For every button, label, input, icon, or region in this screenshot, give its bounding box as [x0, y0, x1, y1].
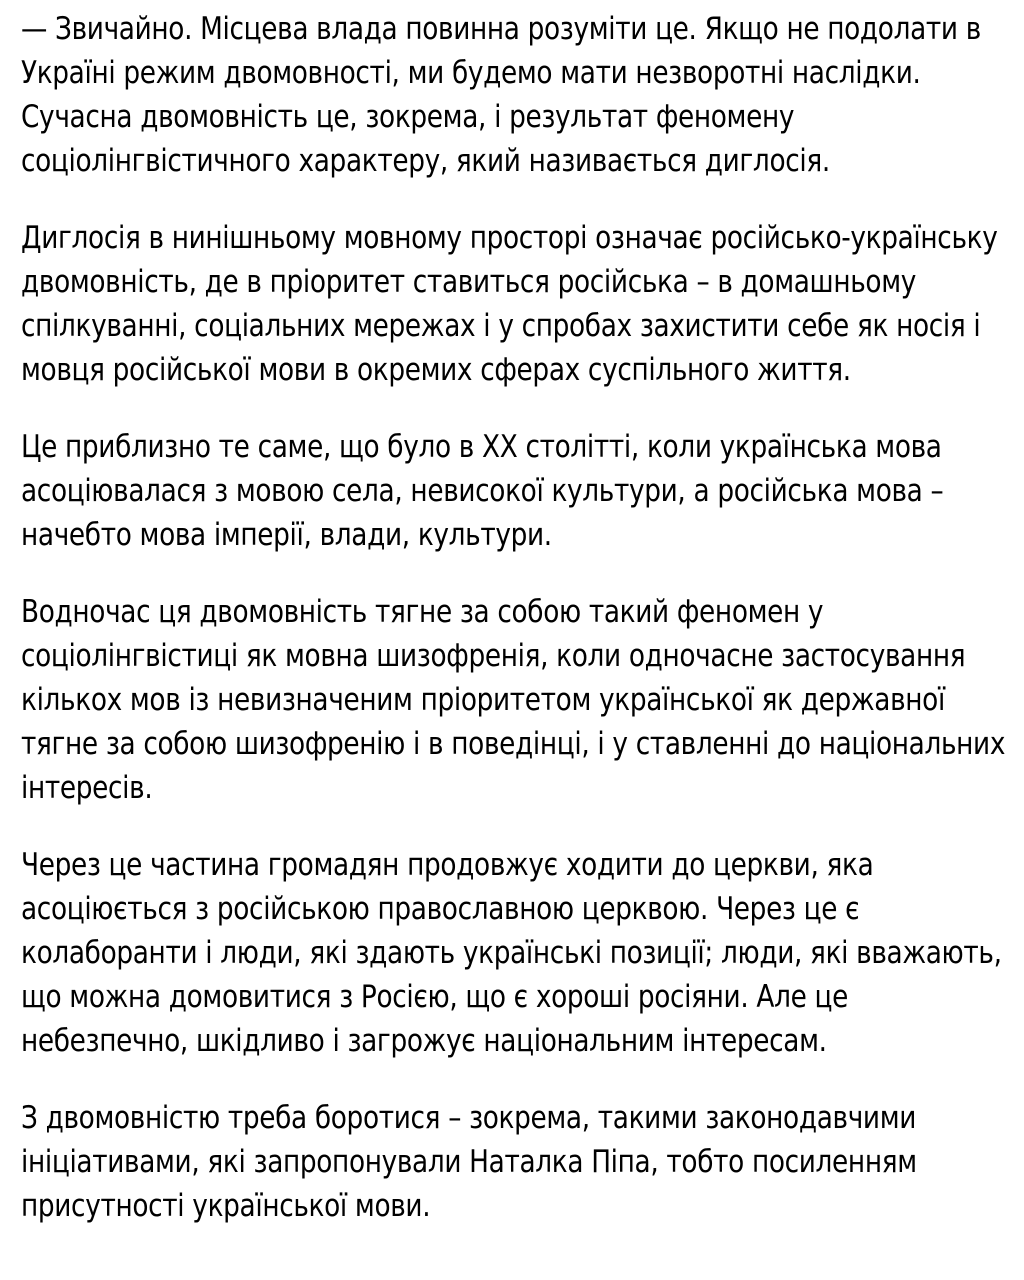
paragraph-5: Через це частина громадян продовжує ходити до церкви, яка асоціюється з російською православною церквою. Через це є колаборанти і люди, які здають українські позиції; люди, які вважають, що можна домовитися з Росією, що є хороші росіяни. Але це небезпечно, шкідливо і загрожує національним інтересам. — [21, 847, 1002, 1059]
paragraph-3: Це приблизно те саме, що було в XX столітті, коли українська мова асоціювалася з мовою села, невисокої культури, а російська мова – начебто мова імперії, влади, культури. — [21, 429, 944, 553]
paragraph-6: З двомовністю треба боротися – зокрема, такими законодавчими ініціативами, які запропонували Наталка Піпа, тобто посиленням присутності української мови. — [21, 1100, 917, 1224]
paragraph-2: Диглосія в нинішньому мовному просторі означає російсько-українську двомовність, де в пріоритет ставиться російська – в домашньому спілкуванні, соціальних мережах і у спробах захистити себе як носія і мовця російської мови в окремих сферах суспільного життя. — [21, 220, 998, 388]
paragraph-4: Водночас ця двомовність тягне за собою такий феномен у соціолінгвістиці як мовна шизофренія, коли одночасне застосування кількох мов із невизначеним пріоритетом української як державної тягне за собою шизофренію і в поведінці, і у ставленні до національних інтересів. — [21, 594, 1006, 806]
article-text-block — [21, 7, 1007, 1228]
paragraph-1: — Звичайно. Місцева влада повинна розуміти це. Якщо не подолати в Україні режим двомовності, ми будемо мати незворотні наслідки. Сучасна двомовність це, зокрема, і результат феномену соціолінгвістичного характеру, який називається диглосія. — [21, 11, 981, 179]
